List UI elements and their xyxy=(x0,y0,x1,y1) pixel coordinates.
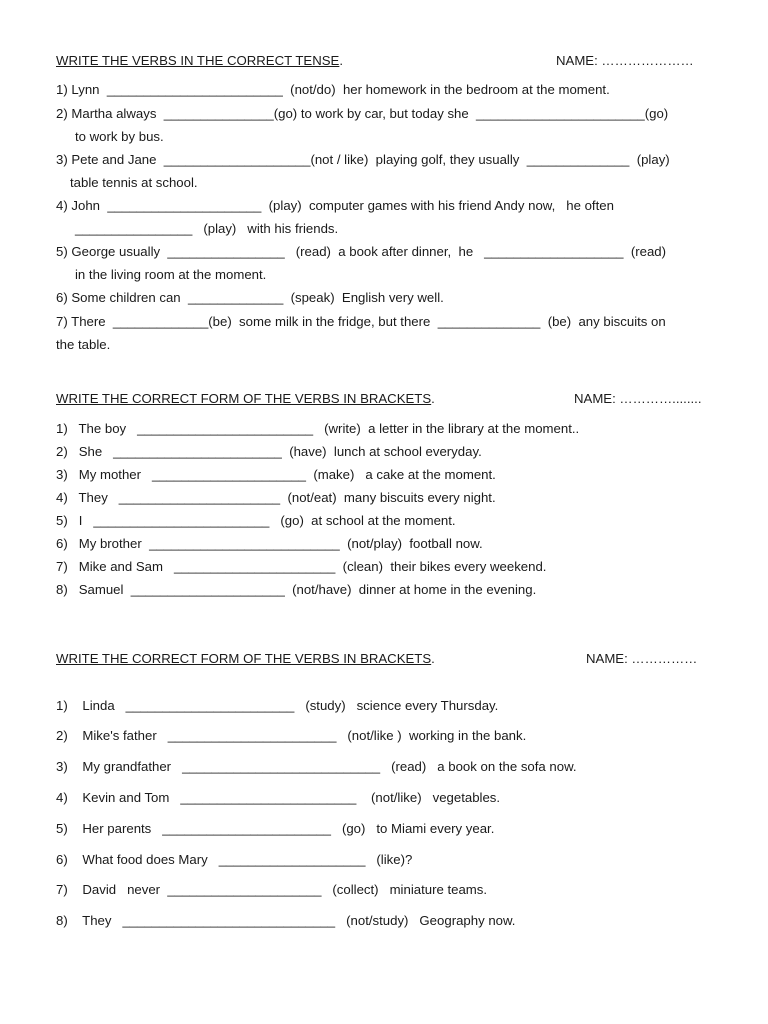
section3-line: 1) Linda _______________________ (study) science every Thursday. xyxy=(56,698,499,713)
section3-title: WRITE THE CORRECT FORM OF THE VERBS IN BRACKETS. xyxy=(56,651,435,666)
section1-line: to work by bus. xyxy=(75,129,164,144)
section3-line: 5) Her parents _______________________ (go) to Miami every year. xyxy=(56,821,495,836)
section1-line: 4) John _____________________ (play) computer games with his friend Andy now, he often xyxy=(56,198,614,213)
section2-title: WRITE THE CORRECT FORM OF THE VERBS IN BRACKETS. xyxy=(56,391,435,406)
section1-line: 1) Lynn ________________________ (not/do) her homework in the bedroom at the moment. xyxy=(56,82,610,97)
section1-line: the table. xyxy=(56,337,111,352)
section1-title: WRITE THE VERBS IN THE CORRECT TENSE. xyxy=(56,53,344,68)
section1-line: ________________ (play) with his friends. xyxy=(75,221,339,236)
section2-line: 4) They ______________________ (not/eat) many biscuits every night. xyxy=(56,490,496,505)
section2-line: 7) Mike and Sam ______________________ (clean) their bikes every weekend. xyxy=(56,559,547,574)
section2-line: 1) The boy ________________________ (write) a letter in the library at the moment.. xyxy=(56,421,580,436)
section2-line: 8) Samuel _____________________ (not/have) dinner at home in the evening. xyxy=(56,582,537,597)
section3-line: 4) Kevin and Tom ________________________ (not/like) vegetables. xyxy=(56,790,501,805)
section2-line: 2) She _______________________ (have) lunch at school everyday. xyxy=(56,444,482,459)
section1-line: table tennis at school. xyxy=(70,175,198,190)
section1-line: 2) Martha always _______________(go) to work by car, but today she _______________________(go) xyxy=(56,106,669,121)
section3-line: 7) David never _____________________ (collect) miniature teams. xyxy=(56,882,488,897)
section1-line: 5) George usually ________________ (read) a book after dinner, he ___________________ (read) xyxy=(56,244,667,259)
section1-line: 3) Pete and Jane ____________________(not / like) playing golf, they usually ______________ (play) xyxy=(56,152,670,167)
section2-line: 3) My mother _____________________ (make) a cake at the moment. xyxy=(56,467,496,482)
section1-name-field: NAME: ………………… xyxy=(556,53,694,68)
section2-name-field: NAME: …………........ xyxy=(574,391,702,406)
section3-line: 8) They _____________________________ (not/study) Geography now. xyxy=(56,913,516,928)
section2-line: 5) I ________________________ (go) at school at the moment. xyxy=(56,513,456,528)
section1-line: in the living room at the moment. xyxy=(75,267,267,282)
section1-line: 7) There _____________(be) some milk in the fridge, but there ______________ (be) any biscuits on xyxy=(56,314,666,329)
section3-line: 2) Mike's father _______________________ (not/like ) working in the bank. xyxy=(56,728,527,743)
section1-line: 6) Some children can _____________ (speak) English very well. xyxy=(56,290,444,305)
section3-line: 6) What food does Mary ____________________ (like)? xyxy=(56,852,413,867)
section3-line: 3) My grandfather ___________________________ (read) a book on the sofa now. xyxy=(56,759,577,774)
section2-line: 6) My brother __________________________ (not/play) football now. xyxy=(56,536,483,551)
section3-name-field: NAME: …………… xyxy=(586,651,698,666)
